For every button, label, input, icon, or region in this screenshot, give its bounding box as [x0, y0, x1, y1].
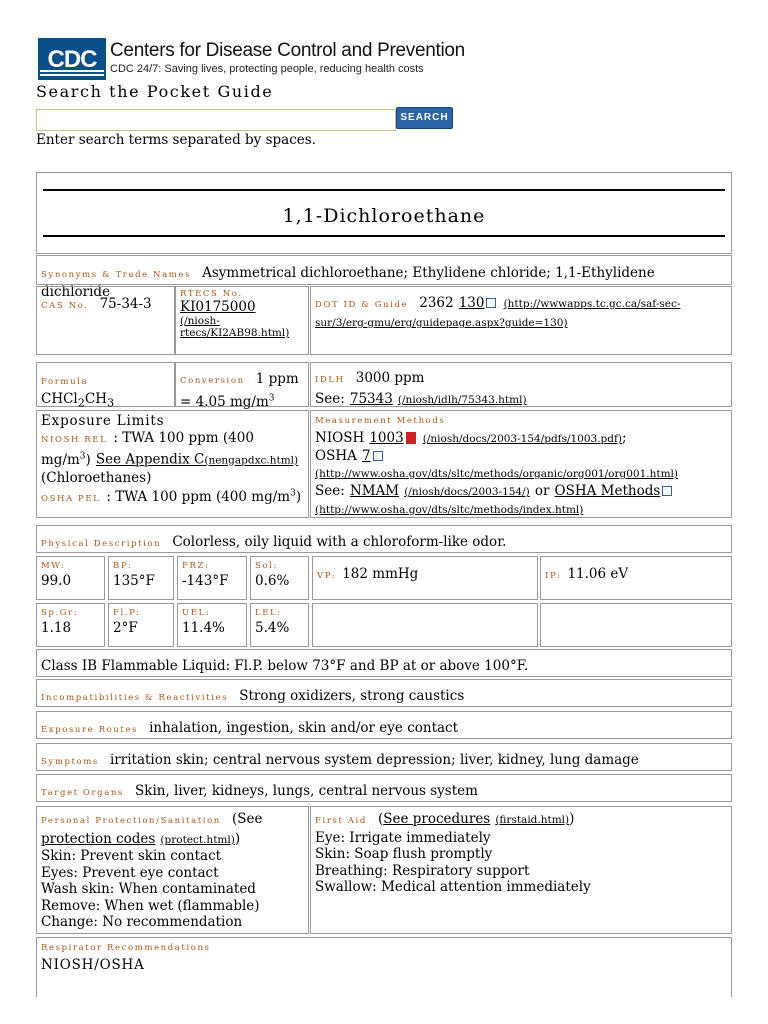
exposure-limits-cell [36, 410, 309, 518]
physical-value: Colorless, oily liquid with a chloroform-like odor. [172, 534, 507, 550]
rtecs-cell [175, 286, 309, 355]
protection-cell [36, 806, 309, 934]
respirator-value: NIOSH/OSHA [41, 957, 145, 973]
firstaid-item: Breathing: Respiratory support [315, 862, 530, 879]
incompat-row [36, 679, 732, 707]
vp-cell [312, 556, 538, 600]
flammable-value: Class IB Flammable Liquid: Fl.P. below 73°F and BP at or above 100°F. [41, 658, 529, 674]
rel-value: : TWA 100 ppm (400 $mg/m^3$) [41, 430, 254, 468]
dot-label: DOT ID & Guide [315, 300, 409, 310]
search-input[interactable] [36, 109, 396, 131]
synonyms-value: Asymmetrical dichloroethane; Ethylidene chloride; 1,1-Ethylidene dichloride [41, 265, 655, 300]
osha-methods-link[interactable]: OSHA Methods [554, 483, 661, 499]
ip-cell [540, 556, 732, 600]
flp-label: Fl.P: [113, 608, 141, 618]
dot-href[interactable]: (http://wwwapps.tc.gc.ca/saf-sec-sur/3/erg-gmu/erg/guidepage.aspx?guide=130) [315, 298, 681, 329]
org-name: Centers for Disease Control and Prevention [110, 40, 465, 61]
tagline: CDC 24/7: Saving lives, protecting people, reducing health costs [110, 63, 424, 75]
logo-text: CDC [47, 46, 97, 73]
methods-see: See: [315, 483, 345, 499]
synonyms-label: Synonyms & Trade Names [41, 270, 192, 280]
pel-label: OSHA PEL [41, 494, 101, 504]
firstaid-item: Eye: Irrigate immediately [315, 829, 491, 846]
protection-item: Eyes: Prevent eye contact [41, 864, 219, 881]
mw-label: MW: [41, 561, 66, 571]
symptoms-label: Symptoms [41, 757, 99, 767]
niosh-method-link[interactable]: 1003 [369, 430, 404, 446]
sol-label: Sol: [255, 561, 278, 571]
spgr-value: 1.18 [41, 620, 72, 636]
vp-value: 182 mmHg [342, 566, 419, 582]
flammable-row [36, 649, 732, 677]
rtecs-link[interactable]: KI0175000 [180, 299, 256, 315]
pdf-icon [406, 432, 416, 444]
firstaid-label: First Aid [315, 816, 367, 826]
vp-label: VP: [317, 571, 337, 581]
search-title: Search the Pocket Guide [36, 82, 274, 101]
routes-label: Exposure Routes [41, 725, 138, 735]
osha-method-href[interactable]: (http://www.osha.gov/dts/sltc/methods/organic/org001/org001.html) [315, 468, 678, 480]
bp-value: 135°F [113, 573, 155, 589]
methods-label: Measurement Methods [315, 416, 446, 426]
routes-value: inhalation, ingestion, skin and/or eye contact [149, 720, 459, 736]
external-link-icon [662, 486, 672, 496]
dot-cell [310, 286, 732, 355]
methods-niosh: NIOSH [315, 430, 365, 446]
protection-see: (See [231, 811, 263, 827]
bp-cell [108, 556, 174, 600]
conversion-value: 1 ppm = 4.05 $mg/m^3$ [180, 371, 299, 410]
sol-value: 0.6% [255, 573, 290, 589]
formula-value: $CHCl_2CH_3$ [41, 391, 115, 410]
niosh-method-href[interactable]: (/niosh/docs/2003-154/pdfs/1003.pdf) [422, 433, 622, 445]
symptoms-value: irritation skin; central nervous system depression; liver, kidney, lung damage [109, 752, 639, 768]
target-row [36, 774, 732, 802]
mw-cell [36, 556, 105, 600]
uel-value: 11.4% [182, 620, 225, 636]
appendix-link[interactable]: See Appendix C [95, 451, 205, 468]
cas-cell [36, 286, 175, 355]
dot-guide-link[interactable]: 130 [458, 295, 485, 311]
firstaid-close: ) [569, 811, 575, 827]
protection-href[interactable]: (protect.html) [160, 833, 235, 846]
firstaid-href[interactable]: (firstaid.html) [495, 814, 570, 826]
lel-value: 5.4% [255, 620, 290, 636]
idlh-href[interactable]: (/niosh/idlh/75343.html) [397, 394, 527, 406]
search-hint: Enter search terms separated by spaces. [36, 132, 316, 148]
routes-row [36, 711, 732, 739]
mw-value: 99.0 [41, 573, 72, 589]
respirator-label: Respirator Recommendations [41, 943, 211, 953]
spgr-cell [36, 603, 105, 647]
nmam-link[interactable]: NMAM [349, 483, 400, 499]
frz-cell [177, 556, 247, 600]
ip-value: 11.06 eV [567, 566, 629, 582]
cdc-logo[interactable] [38, 38, 106, 80]
physical-label: Physical Description [41, 539, 162, 549]
methods-osha: OSHA [315, 448, 357, 464]
bp-label: BP: [113, 561, 133, 571]
rtecs-href[interactable]: (/niosh-rtecs/KI2AB98.html) [180, 315, 290, 339]
physical-row [36, 525, 732, 553]
firstaid-open: ( [377, 811, 384, 827]
rule-top [43, 189, 725, 191]
idlh-label: IDLH [315, 375, 345, 385]
external-link-icon [486, 298, 496, 308]
rel-label: NIOSH REL [41, 435, 108, 445]
rule-bottom [43, 235, 725, 237]
frz-value: -143°F [182, 573, 229, 589]
firstaid-procedures-link[interactable]: See procedures [383, 811, 491, 827]
uel-label: UEL: [182, 608, 211, 618]
methods-semicolon: ; [621, 430, 627, 446]
idlh-link[interactable]: 75343 [349, 391, 393, 407]
protection-item: Skin: Prevent skin contact [41, 848, 222, 864]
uel-cell [177, 603, 247, 647]
idlh-cell [310, 362, 732, 407]
flp-cell [108, 603, 174, 647]
idlh-see: See: [315, 391, 345, 407]
conversion-label: Conversion [180, 376, 245, 386]
methods-or: or [534, 483, 550, 499]
empty-cell [312, 603, 538, 647]
flp-value: 2°F [113, 620, 138, 636]
protection-codes-link[interactable]: protection codes [41, 830, 156, 847]
cas-label: CAS No. [41, 301, 89, 311]
sol-cell [250, 556, 309, 600]
protection-label: Personal Protection/Sanitation [41, 816, 221, 826]
symptoms-row [36, 743, 732, 771]
methods-cell [310, 410, 732, 518]
conversion-cell [175, 362, 309, 410]
nmam-href[interactable]: (/niosh/docs/2003-154/) [404, 486, 530, 498]
incompat-label: Incompatibilities & Reactivities [41, 693, 229, 703]
dot-id: 2362 [419, 295, 454, 311]
spgr-label: Sp.Gr: [41, 608, 79, 618]
formula-label: Formula [41, 377, 89, 387]
empty-cell [540, 603, 732, 647]
idlh-value: 3000 ppm [355, 370, 425, 386]
protection-item: Remove: When wet (flammable) [41, 897, 260, 914]
target-label: Target Organs [41, 788, 124, 798]
target-value: Skin, liver, kidneys, lungs, central nervous system [135, 783, 478, 799]
exposure-title: Exposure Limits [41, 413, 165, 429]
chemical-title-box [36, 172, 732, 254]
ip-label: IP: [545, 571, 562, 581]
external-link-icon [373, 451, 383, 461]
appendix-href[interactable]: (nengapdxc.html) [204, 454, 299, 467]
formula-cell [36, 362, 175, 410]
pel-value: : TWA 100 ppm (400 $mg/m^3$) [106, 488, 302, 505]
search-button[interactable]: SEARCH [396, 107, 453, 129]
firstaid-item: Swallow: Medical attention immediately [315, 879, 591, 895]
osha-methods-href[interactable]: (http://www.osha.gov/dts/sltc/methods/index.html) [315, 504, 584, 516]
rtecs-label: RTECS No. [180, 289, 243, 299]
osha-method-link[interactable]: 7 [361, 448, 371, 464]
protection-close: ) [234, 830, 241, 847]
frz-label: FRZ: [182, 561, 210, 571]
lel-cell [250, 603, 309, 647]
lel-label: LEL: [255, 608, 282, 618]
protection-item: Change: No recommendation [41, 914, 243, 930]
exposure-note: (Chloroethanes) [41, 469, 152, 486]
cas-value: 75-34-3 [99, 296, 152, 312]
incompat-value: Strong oxidizers, strong caustics [239, 688, 465, 704]
firstaid-item: Skin: Soap flush promptly [315, 846, 493, 862]
respirator-cell [36, 937, 732, 997]
firstaid-cell [310, 806, 732, 934]
chemical-name: 1,1-Dichloroethane [282, 205, 486, 227]
protection-item: Wash skin: When contaminated [41, 881, 256, 897]
